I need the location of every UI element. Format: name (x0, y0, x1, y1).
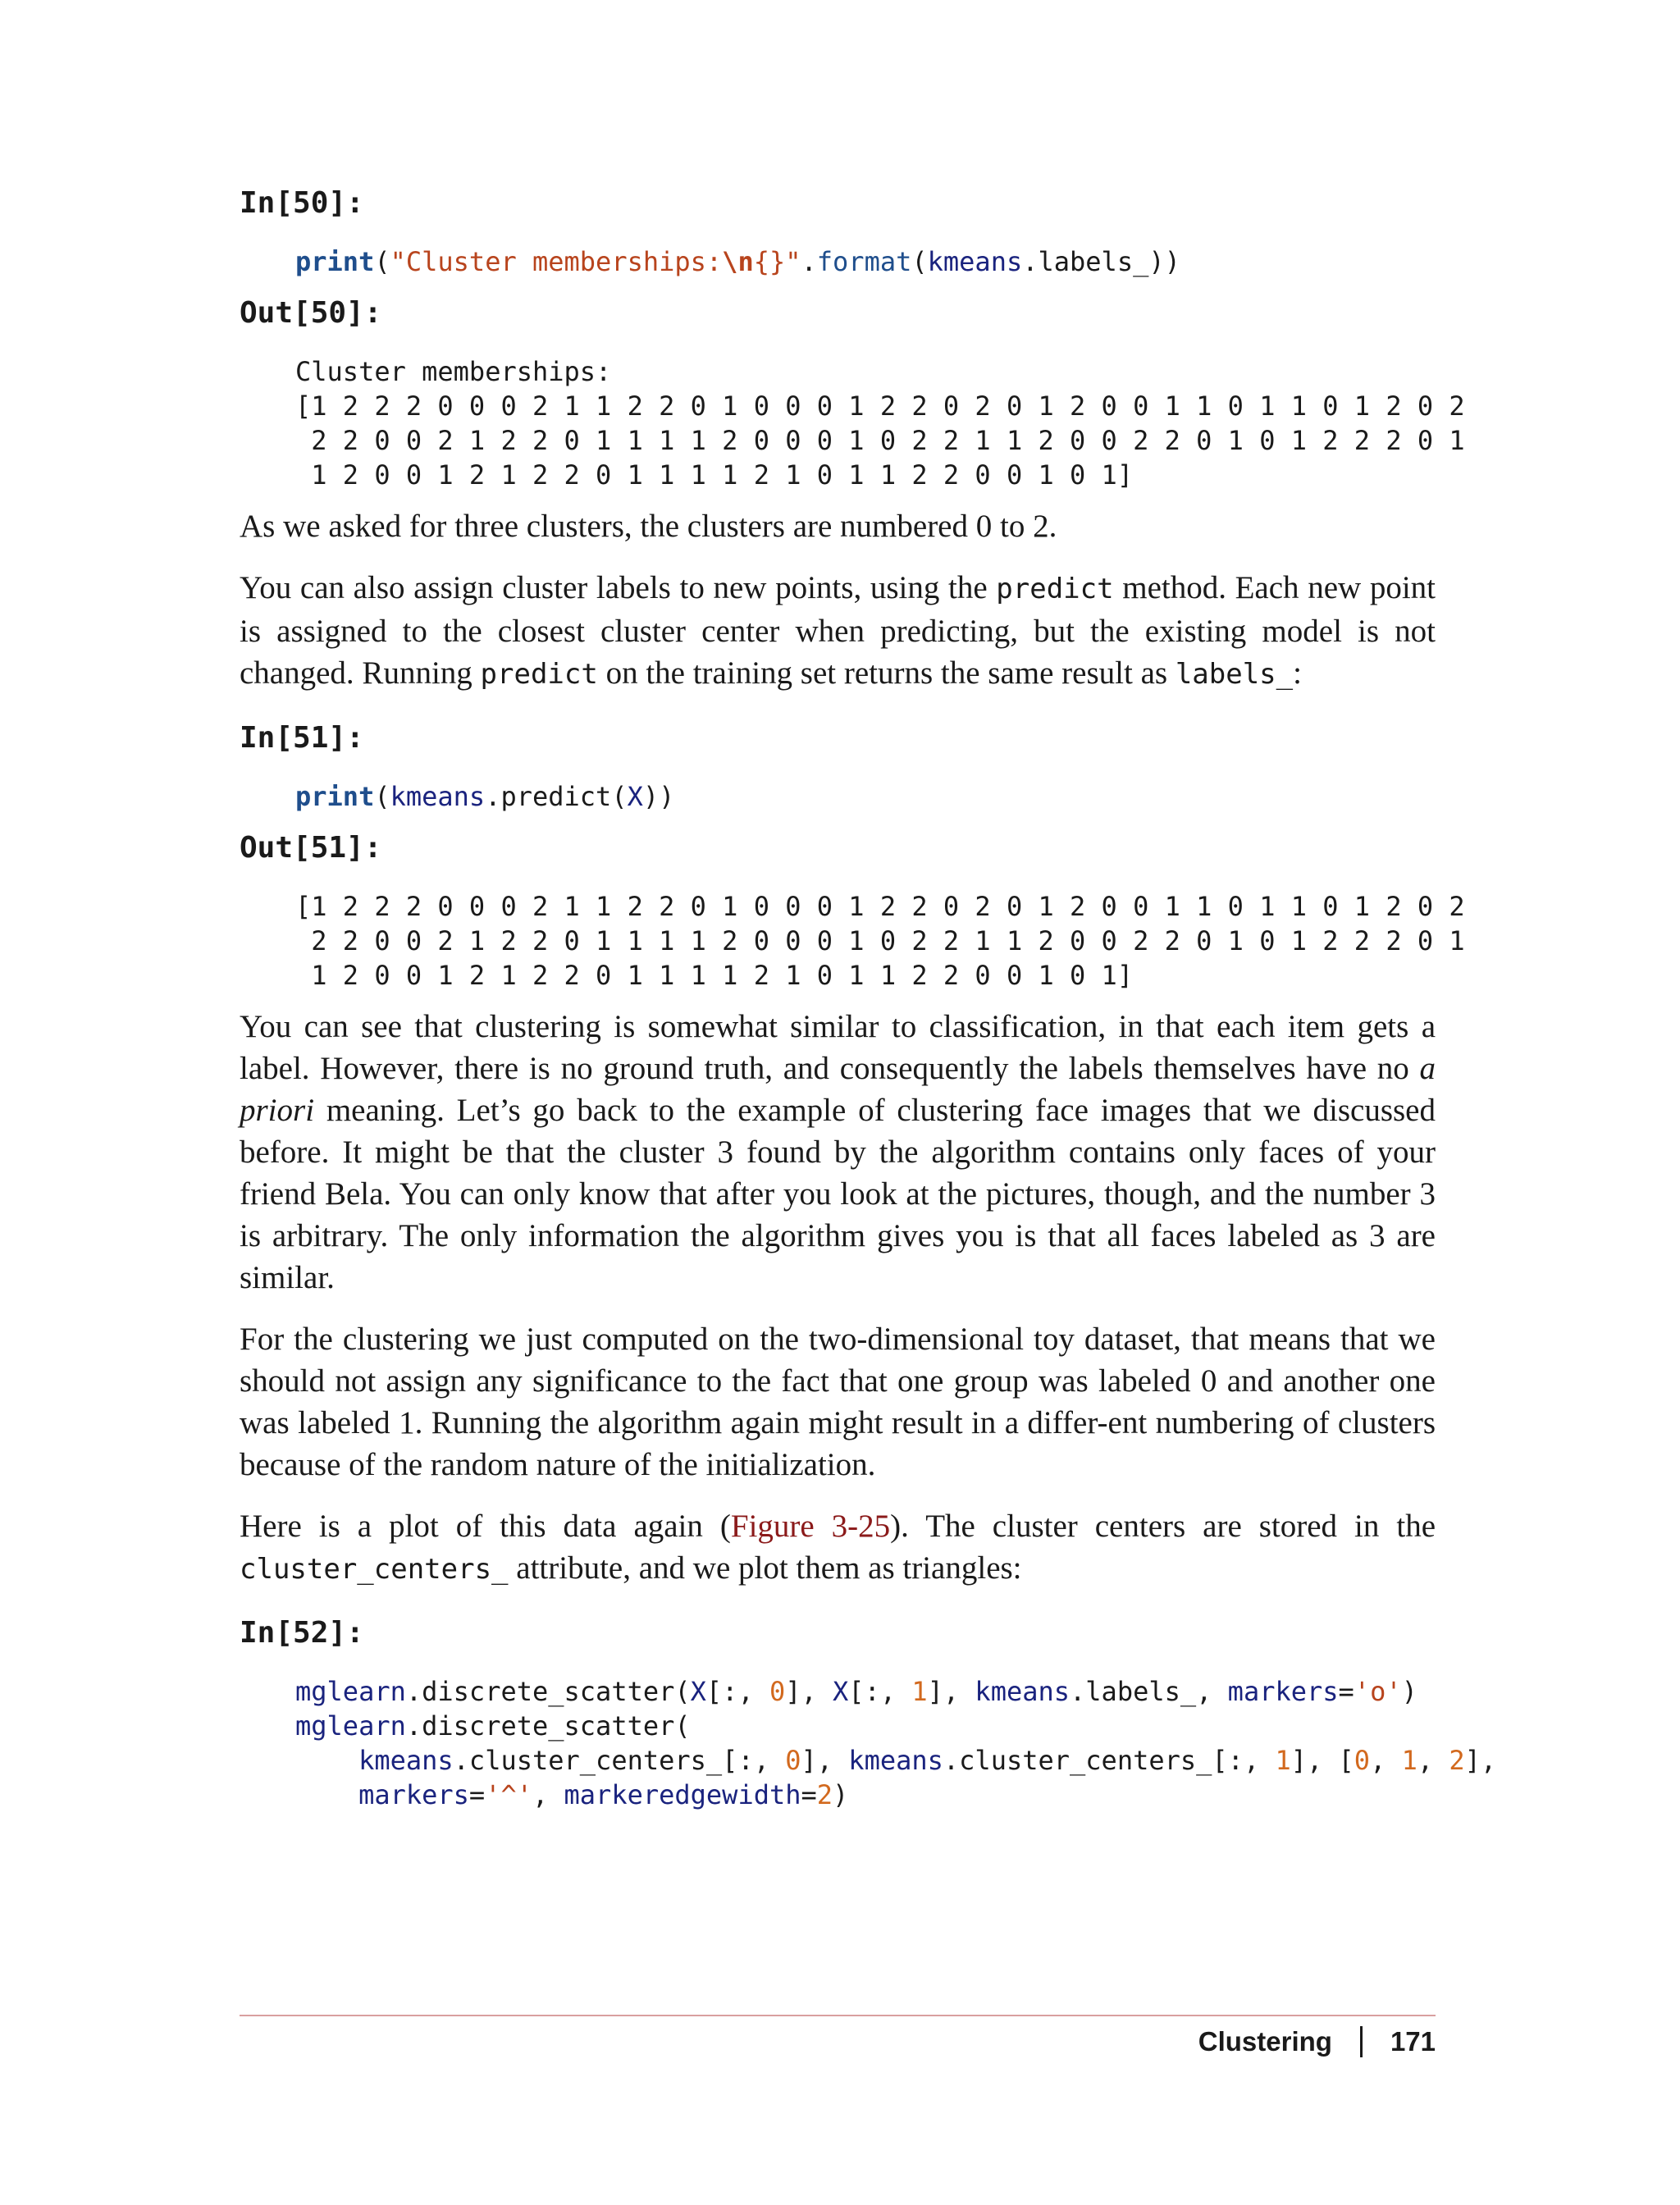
text-span: method. Each new point is assigned to the closest cluster center when predicting, but the existing model is not changed. Running (240, 570, 1436, 691)
output-line: [1 2 2 2 0 0 0 2 1 1 2 2 0 1 0 0 0 1 2 2 0 2 0 1 2 0 0 1 1 0 1 1 0 1 2 0 2 (295, 891, 1465, 922)
output-line: 1 2 0 0 1 2 1 2 2 0 1 1 1 1 2 1 0 1 1 2 2 0 0 1 0 1] (295, 459, 1134, 491)
inline-code: predict (996, 573, 1114, 605)
text-span: on the training set returns the same result as (597, 655, 1176, 691)
text-span: attribute, and we plot them as triangles: (508, 1550, 1022, 1586)
cell-prompt-in50: In[50]: (240, 186, 364, 220)
inline-code: cluster_centers_ (240, 1553, 509, 1586)
output-block-out51 (240, 889, 1465, 993)
footer-divider (240, 2015, 1436, 2016)
code-cell-in51: print(kmeans.predict(X)) (295, 781, 675, 812)
page-content (240, 164, 1497, 1812)
code-cell-in50: print("Cluster memberships:\n{}".format(kmeans.labels_)) (295, 246, 1180, 277)
paragraph-toy-dataset: For the clustering we just computed on the two-dimensional toy dataset, that means that we should not assign any significance to the fact that one group was labeled 0 and another one was labeled 1. Running the algorithm again might result in a differ-ent numbering of clusters because of the random nature of the initialization. (240, 1322, 1436, 1482)
cell-prompt-in52: In[52]: (240, 1616, 364, 1650)
paragraph-clusters-numbered: As we asked for three clusters, the clusters are numbered 0 to 2. (240, 509, 1057, 544)
footer-section-title: Clustering (1198, 2026, 1332, 2057)
code-cell-in52 (240, 1674, 1497, 1812)
footer-separator (1360, 2026, 1363, 2057)
output-line: 1 2 0 0 1 2 1 2 2 0 1 1 1 1 2 1 0 1 1 2 2 0 0 1 0 1] (295, 960, 1134, 991)
paragraph-predict (240, 567, 1436, 696)
text-span: You can see that clustering is somewhat similar to classification, in that each item gets a label. However, there is no ground truth, and consequently the labels themselves have no (240, 1009, 1436, 1086)
output-line: 2 2 0 0 2 1 2 2 0 1 1 1 1 2 0 0 0 1 0 2 2 1 1 2 0 0 2 2 0 1 0 1 2 2 2 0 1 (295, 925, 1465, 956)
code-line: mglearn.discrete_scatter(X[:, 0], X[:, 1], kmeans.labels_, markers='o') (295, 1676, 1418, 1707)
paragraph-classification (240, 1006, 1436, 1299)
figure-link[interactable]: Figure 3-25 (730, 1509, 891, 1544)
output-line: 2 2 0 0 2 1 2 2 0 1 1 1 1 2 0 0 0 1 0 2 2 1 1 2 0 0 2 2 0 1 0 1 2 2 2 0 1 (295, 425, 1465, 456)
text-span: Here is a plot of this data again ( (240, 1509, 731, 1544)
text-span: meaning. Let’s go back to the example of clustering face images that we discussed before. It might be that the cluster 3 found by the algorithm contains only faces of your friend Bela. You can only know that after you look at the pictures, though, and the number 3 is arbitrary. The only information the algorithm gives you is that all faces labeled as 3 are similar. (240, 1093, 1436, 1295)
text-span: : (1293, 655, 1302, 691)
page-footer (1198, 2026, 1436, 2057)
text-span: You can also assign cluster labels to new points, using the (240, 570, 997, 605)
code-line: mglearn.discrete_scatter( (295, 1710, 691, 1742)
code-line: kmeans.cluster_centers_[:, 0], kmeans.cluster_centers_[:, 1], [0, 1, 2], (358, 1745, 1497, 1776)
output-line: Cluster memberships: (295, 356, 612, 387)
paragraph-plot-again (240, 1505, 1436, 1591)
cell-prompt-out51: Out[51]: (240, 831, 382, 865)
cell-prompt-in51: In[51]: (240, 721, 364, 755)
inline-code: labels_ (1175, 658, 1294, 691)
code-line: markers='^', markeredgewidth=2) (358, 1779, 849, 1810)
emphasis-text: a priori (240, 1051, 1436, 1128)
output-block-out50 (240, 354, 1465, 492)
output-line: [1 2 2 2 0 0 0 2 1 1 2 2 0 1 0 0 0 1 2 2 0 2 0 1 2 0 0 1 1 0 1 1 0 1 2 0 2 (295, 390, 1465, 422)
cell-prompt-out50: Out[50]: (240, 296, 382, 330)
page-number: 171 (1390, 2026, 1436, 2057)
text-span: ). The cluster centers are stored in the (890, 1509, 1436, 1544)
inline-code: predict (480, 658, 598, 691)
